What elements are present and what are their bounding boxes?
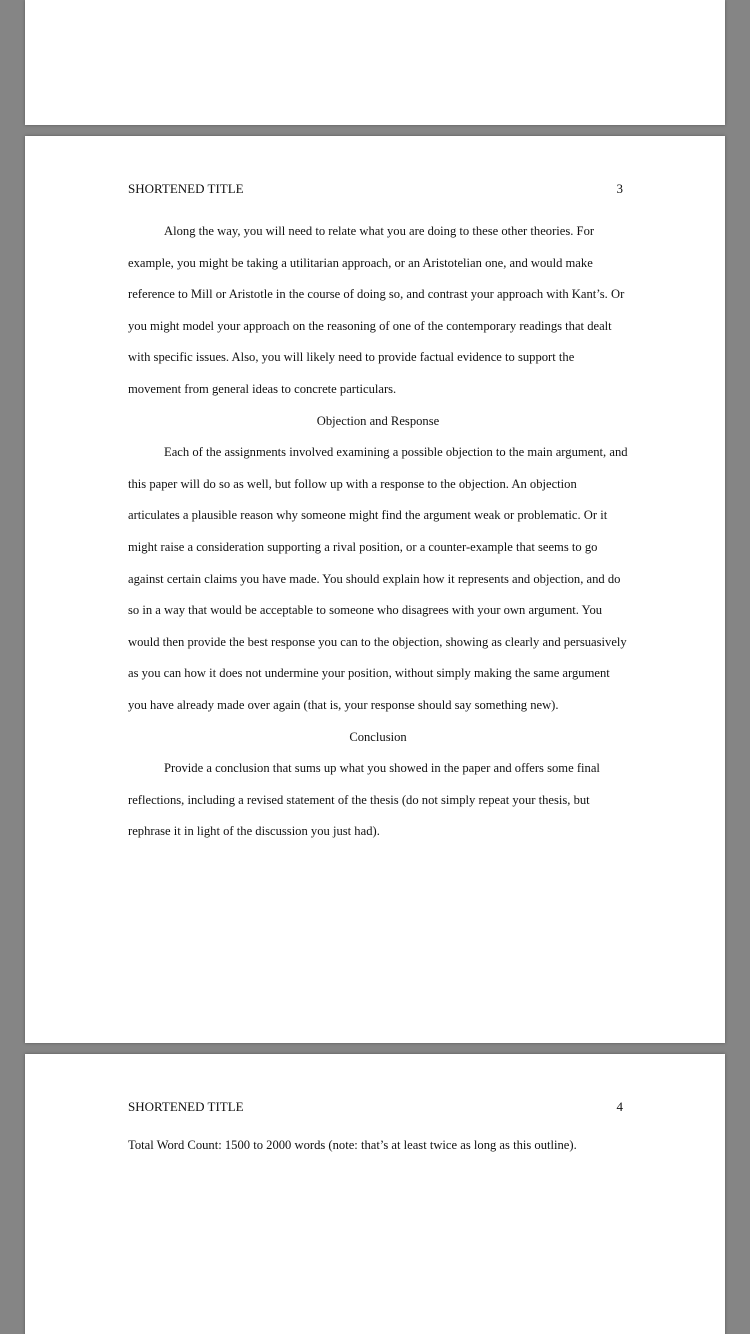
running-head: SHORTENED TITLE [128, 1099, 244, 1114]
page-4 [25, 1054, 725, 1334]
page-header [128, 1098, 623, 1116]
page-header [128, 180, 623, 198]
word-count-line: Total Word Count: 1500 to 2000 words (note: that’s at least twice as long as this outline). [128, 1138, 577, 1152]
page-number: 3 [616, 181, 623, 196]
page-body [128, 1130, 628, 1162]
page-number: 4 [616, 1099, 623, 1114]
page-body [128, 216, 628, 848]
page-previous [25, 0, 725, 125]
page-3 [25, 136, 725, 1043]
running-head: SHORTENED TITLE [128, 181, 244, 196]
section-heading-conclusion: Conclusion [349, 729, 407, 744]
body-paragraph: Each of the assignments involved examining a possible objection to the main argument, and this paper will do so as well, but follow up with a response to the objection. An objection articulates a plausible reason why someone might find the argument weak or problematic. Or it might raise a consideration supporting a rival position, or a counter-example that seems to go against certain claims you have made. You should explain how it represents and objection, and do so in a way that would be acceptable to someone who disagrees with your own argument. You would then provide the best response you can to the objection, showing as clearly and persuasively as you can how it does not undermine your position, without simply making the same argument you have already made over again (that is, your response should say something new). [128, 445, 628, 712]
section-heading-objection: Objection and Response [316, 413, 440, 428]
body-paragraph: Provide a conclusion that sums up what you showed in the paper and offers some final reflections, including a revised statement of the thesis (do not simply repeat your thesis, but rephrase it in light of the discussion you just had). [128, 761, 600, 839]
body-paragraph: Along the way, you will need to relate what you are doing to these other theories. For example, you might be taking a utilitarian approach, or an Aristotelian one, and would make reference to Mill or Aristotle in the course of doing so, and contrast your approach with Kant’s. Or you might model your approach on the reasoning of one of the contemporary readings that dealt with specific issues. Also, you will likely need to provide factual evidence to support the movement from general ideas to concrete particulars. [128, 224, 625, 396]
